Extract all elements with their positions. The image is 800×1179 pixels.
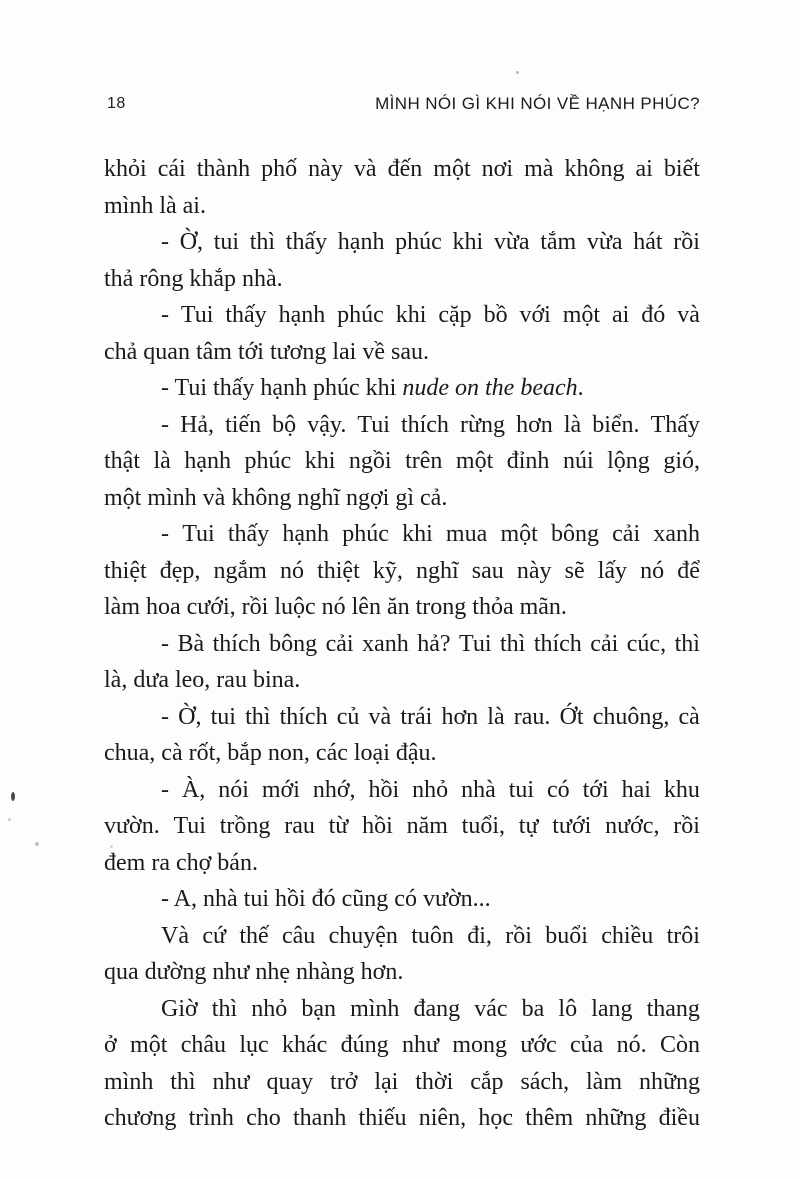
running-header-title: MÌNH NÓI GÌ KHI NÓI VỀ HẠNH PHÚC? [375,94,700,113]
text-line: - Hả, tiến bộ vậy. Tui thích rừng hơn là biển. Thấy [161,411,700,438]
scan-speck [8,818,11,821]
text-line: - À, nói mới nhớ, hồi nhỏ nhà tui có tới hai khu [161,776,700,803]
page-number: 18 [107,95,126,112]
scan-speck [516,71,519,74]
text-line: đem ra chợ bán. [104,849,258,876]
text-line: - Tui thấy hạnh phúc khi cặp bồ với một ai đó và [161,302,700,328]
text-line: là, dưa leo, rau bina. [104,667,301,693]
text-line: - Tui thấy hạnh phúc khi mua một bông cải xanh [161,521,700,547]
text-line: chương trình cho thanh thiếu niên, học thêm những điều [104,1105,700,1131]
text-line: thiệt đẹp, ngắm nó thiệt kỹ, nghĩ sau này sẽ lấy nó để [104,557,700,584]
text-line: khỏi cái thành phố này và đến một nơi mà không ai biết [104,156,700,182]
scan-speck [110,845,113,848]
text-line: - A, nhà tui hồi đó cũng có vườn... [161,886,491,912]
text-line: - Bà thích bông cải xanh hả? Tui thì thích cải cúc, thì [161,630,700,657]
text-line: - Tui thấy hạnh phúc khi nude on the beach. [161,375,584,401]
text-line: ở một châu lục khác đúng như mong ước của nó. Còn [104,1032,700,1058]
text-line: chả quan tâm tới tương lai về sau. [104,338,429,365]
text-line: qua dường như nhẹ nhàng hơn. [104,959,404,985]
text-line: - Ờ, tui thì thích củ và trái hơn là rau. Ớt chuông, cà [161,703,700,730]
text-line: vườn. Tui trồng rau từ hồi năm tuổi, tự tưới nước, rồi [104,813,700,839]
text-line: thật là hạnh phúc khi ngồi trên một đỉnh núi lộng gió, [104,448,700,474]
text-line: Giờ thì nhỏ bạn mình đang vác ba lô lang thang [161,995,700,1022]
scan-speck [35,842,39,846]
scan-speck [11,792,15,801]
body-text [104,151,700,1137]
text-line: Và cứ thế câu chuyện tuôn đi, rồi buổi chiều trôi [161,922,700,949]
text-line: thả rông khắp nhà. [104,265,283,292]
text-line: - Ờ, tui thì thấy hạnh phúc khi vừa tắm vừa hát rồi [161,229,700,255]
text-line: làm hoa cưới, rồi luộc nó lên ăn trong thỏa mãn. [104,594,567,620]
text-line: chua, cà rốt, bắp non, các loại đậu. [104,740,437,766]
text-line: mình là ai. [104,192,206,219]
text-line: mình thì như quay trở lại thời cắp sách, làm những [104,1068,700,1095]
text-line: một mình và không nghĩ ngợi gì cả. [104,484,448,511]
